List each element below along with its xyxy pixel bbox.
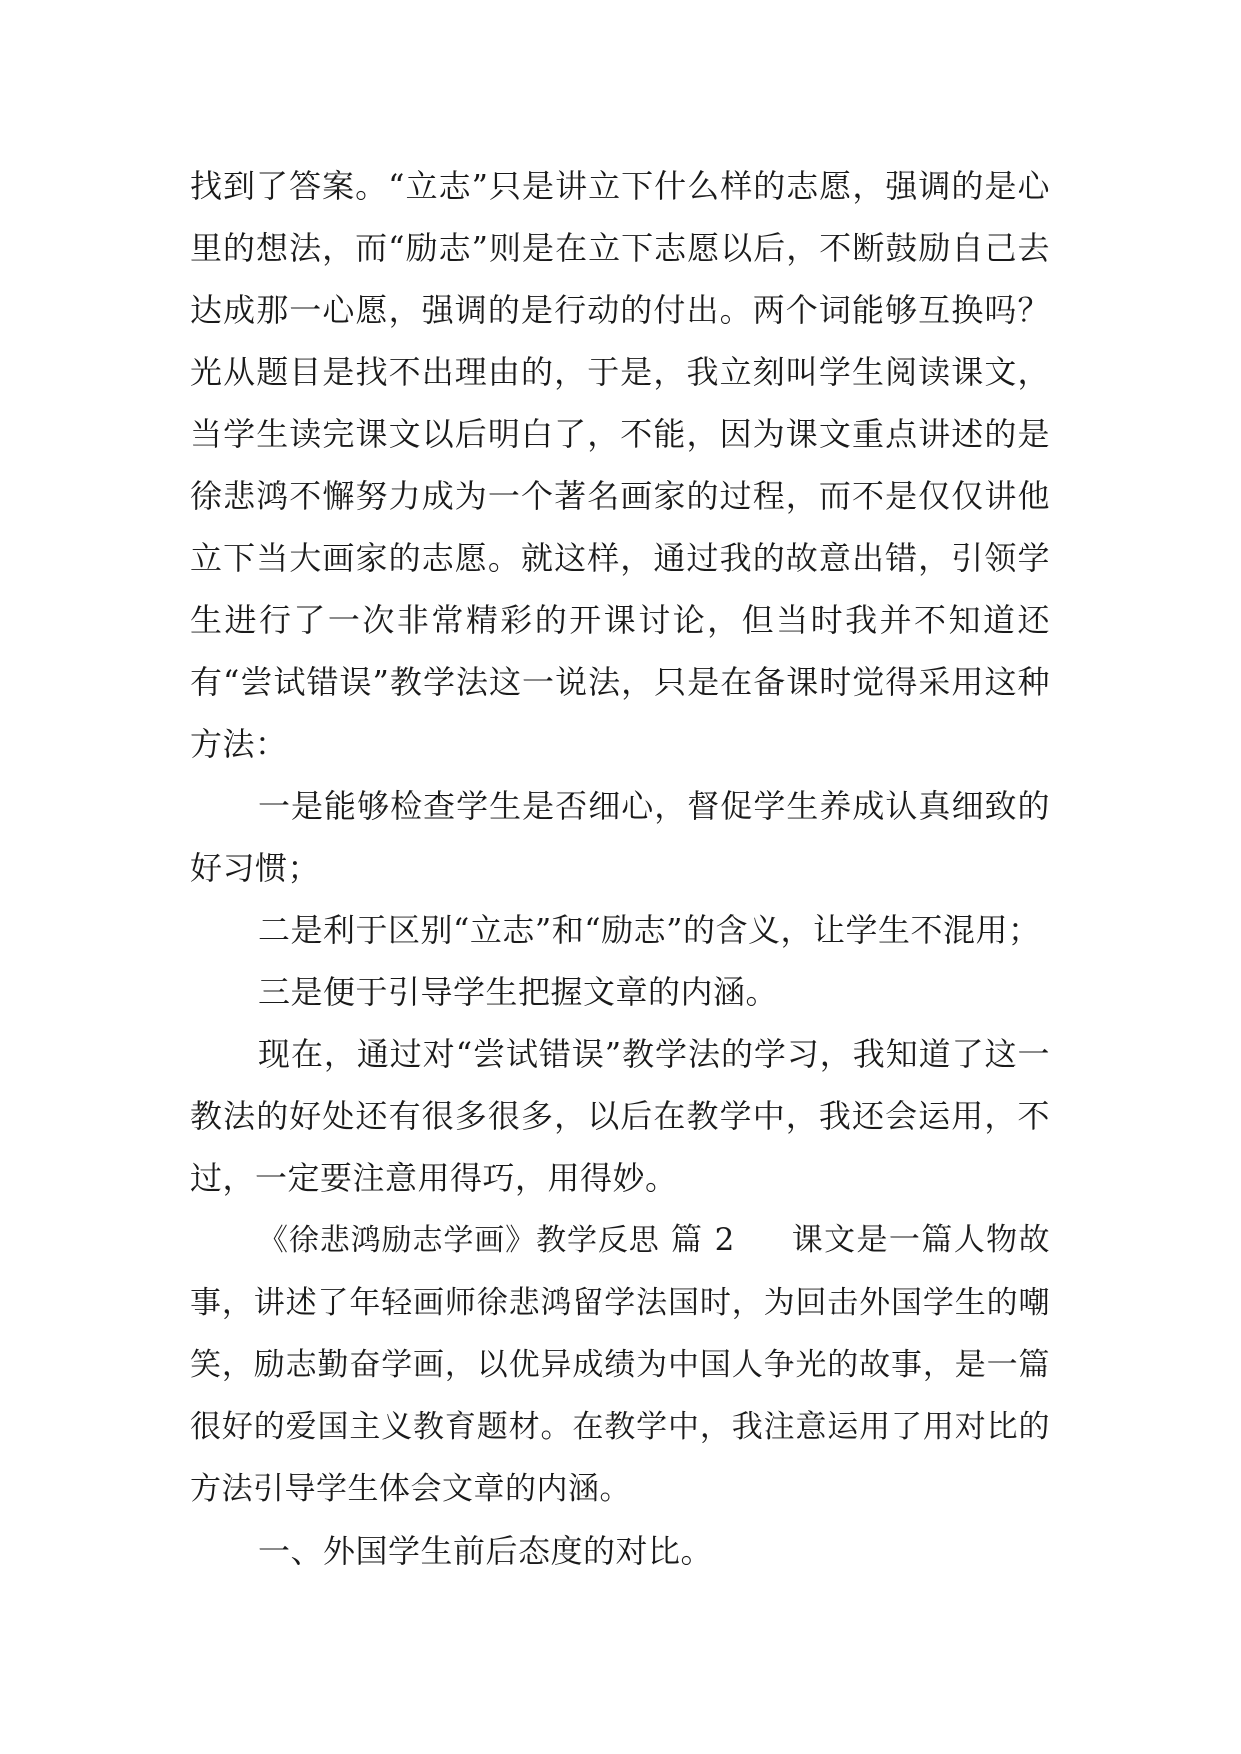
paragraph-point-3: 三是便于引导学生把握文章的内涵。 — [258, 973, 779, 1011]
section-number: 篇 2 — [670, 1222, 735, 1258]
paragraph-point-2: 二是利于区别“立志”和“励志”的含义，让学生不混用； — [258, 911, 1041, 949]
paragraph-body-2: 现在，通过对“尝试错误”教学法的学习，我知道了这一教法的好处还有很多很多，以后在教学中，我还会运用，不过，一定要注意用得巧，用得妙。 — [190, 1035, 1050, 1197]
section-paragraph — [190, 1209, 1050, 1520]
paragraph-point-1: 一是能够检查学生是否细心，督促学生养成认真细致的好习惯； — [190, 787, 1050, 887]
paragraph-subheading: 一、外国学生前后态度的对比。 — [258, 1532, 714, 1570]
document-page — [190, 155, 1050, 1582]
paragraph-body-1: 找到了答案。“立志”只是讲立下什么样的志愿，强调的是心里的想法，而“励志”则是在立下志愿以后，不断鼓励自己去达成那一心愿，强调的是行动的付出。两个词能够互换吗？光从题目是找不出理由的，于是，我立刻叫学生阅读课文，当学生读完课文以后明白了，不能，因为课文重点讲述的是徐悲鸿不懈努力成为一个著名画家的过程，而不是仅仅讲他立下当大画家的志愿。就这样，通过我的故意出错，引领学生进行了一次非常精彩的开课讨论，但当时我并不知道还有“尝试错误”教学法这一说法，只是在备课时觉得采用这种方法： — [190, 167, 1050, 763]
section-title: 《徐悲鸿励志学画》教学反思 — [258, 1223, 660, 1258]
section-text: 课文是一篇人物故事，讲述了年轻画师徐悲鸿留学法国时，为回击外国学生的嘲笑，励志勤奋学画，以优异成绩为中国人争光的故事，是一篇很好的爱国主义教育题材。在教学中，我注意运用了用对比的方法引导学生体会文章的内涵。 — [190, 1222, 1051, 1507]
